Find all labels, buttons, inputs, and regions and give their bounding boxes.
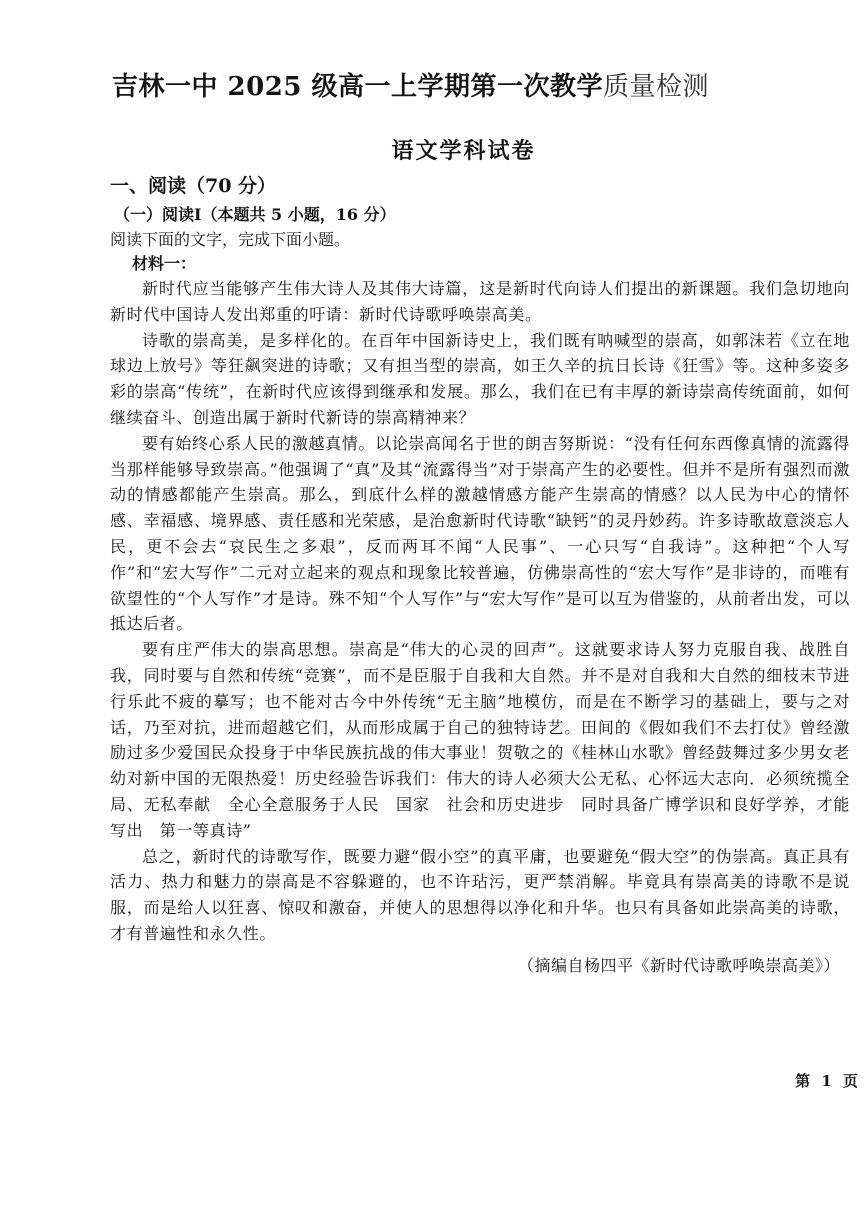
page-number: 第 1 页 [795, 1072, 861, 1090]
exam-title [112, 66, 709, 103]
subject-title: 语文学科试卷 [391, 138, 536, 164]
section-subheading: （一）阅读I（本题共 5 小题，16 分） [114, 205, 396, 224]
paragraph-5: 总之，新时代的诗歌写作，既要力避“假小空”的真平庸，也要避免“假大空”的伪崇高。真正具有活力、热力和魅力的崇高是不容躲避的，也不许玷污，更严禁消解。毕竟具有崇高美的诗歌不是说服，而是给人以狂喜、惊叹和激奋，并使人的思想得以净化和升华。也只有具备如此崇高美的诗歌，才有普遍性和永久性。 [110, 846, 850, 943]
paragraph-1: 新时代应当能够产生伟大诗人及其伟大诗篇，这是新时代向诗人们提出的新课题。我们急切地向新时代中国诗人发出郑重的吁请：新时代诗歌呼唤崇高美。 [110, 279, 850, 324]
reading-section [110, 172, 850, 979]
material-label: 材料一： [132, 254, 197, 273]
exam-title-main: 吉林一中 2025 级高一上学期第一次教学 [112, 72, 603, 102]
paragraph-4: 要有庄严伟大的崇高思想。崇高是“伟大的心灵的回声”。这就要求诗人努力克服自我、战胜自我，同时要与自然和传统“竞赛”，而不是臣服于自我和大自然。并不是对自我和大自然的细枝末节进行乐此不疲的摹写；也不能对古今中外传统“无主脑”地模仿，而是在不断学习的基础上，要与之对话，乃至对抗，进而超越它们，从而形成属于自己的独特诗艺。田间的《假如我们不去打仗》曾经激励过多少爱国民众投身于中华民族抗战的伟大事业！贺敬之的《桂林山水歌》曾经鼓舞过多少男女老幼对新中国的无限热爱！历史经验告诉我们：伟大的诗人必须大公无私、心怀远大志向．必须统揽全局、无私奉献 全心全意服务于人民 国家 社会和历史进步 同时具备广博学识和良好学养，才能写出 第一等真诗” [110, 640, 850, 840]
section-heading: 一、阅读（70 分） [110, 175, 277, 197]
paragraph-3: 要有始终心系人民的激越真情。以论崇高闻名于世的朗吉努斯说：“没有任何东西像真情的流露得当那样能够导致崇高。”他强调了“真”及其“流露得当”对于崇高产生的必要性。但并不是所有强烈而激动的情感都能产生崇高。那么，到底什么样的激越情感方能产生崇高的情感？以人民为中心的情怀感、幸福感、境界感、责任感和光荣感，是治愈新时代诗歌“缺钙”的灵丹妙药。许多诗歌故意淡忘人民，更不会去“哀民生之多艰”，反而两耳不闻“人民事”、一心只写“自我诗”。这种把“个人写作”和“宏大写作”二元对立起来的观点和现象比较普遍，仿佛崇高性的“宏大写作”是非诗的，而唯有欲望性的“个人写作”才是诗。殊不知“个人写作”与“宏大写作”是可以互为借鉴的，从前者出发，可以抵达后者。 [110, 433, 850, 634]
source-citation: （摘编自杨四平《新时代诗歌呼唤崇高美》） [517, 955, 840, 975]
reading-instruction: 阅读下面的文字，完成下面小题。 [110, 230, 351, 249]
exam-title-tail: 质量检测 [602, 72, 709, 102]
paragraph-2: 诗歌的崇高美，是多样化的。在百年中国新诗史上，我们既有呐喊型的崇高，如郭沫若《立在地球边上放号》等狂飙突进的诗歌；又有担当型的崇高，如王久辛的抗日长诗《狂雪》等。这种多姿多彩的崇高“传统”，在新时代应该得到继承和发展。那么，我们在已有丰厚的新诗崇高传统面前，如何继续奋斗、创造出属于新时代新诗的崇高精神来？ [110, 330, 850, 427]
